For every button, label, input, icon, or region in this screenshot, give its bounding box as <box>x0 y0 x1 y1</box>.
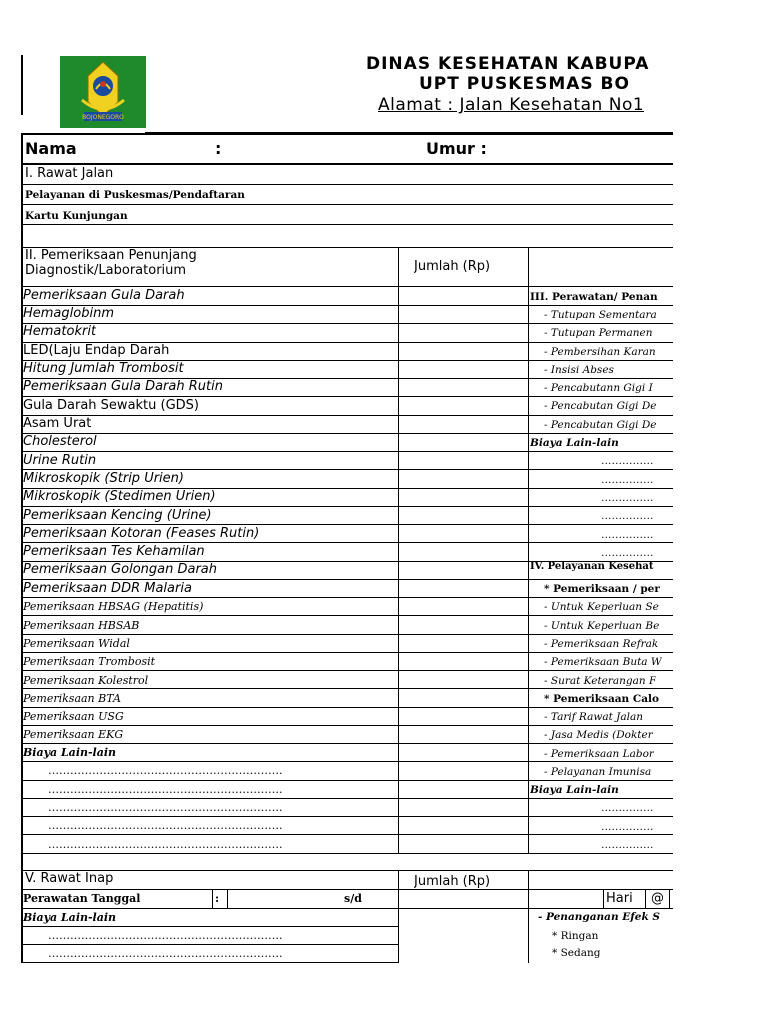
section-5-title: V. Rawat Inap <box>25 871 114 886</box>
amount-header: Jumlah (Rp) <box>414 874 491 889</box>
stay-date-sd: s/d <box>344 892 362 905</box>
blank-line: …………… <box>601 821 654 833</box>
page-left-border <box>21 55 23 115</box>
section-4-title: IV. Pelayanan Kesehat <box>530 561 654 572</box>
row-divider <box>21 488 673 489</box>
age-label: Umur : <box>426 139 487 158</box>
side-effect-item: * Ringan <box>552 930 599 942</box>
row-divider <box>21 652 673 653</box>
row-divider <box>21 360 673 361</box>
row-divider <box>21 853 673 854</box>
row-divider <box>21 163 673 165</box>
lab-item: Pemeriksaan Trombosit <box>23 655 156 668</box>
rate-at-symbol: @ <box>651 891 664 906</box>
row-divider <box>21 378 673 379</box>
row-divider <box>21 224 673 225</box>
logo-text: BOJONEGORO <box>82 114 124 121</box>
blank-line: …………… <box>601 802 654 814</box>
side-effect-item: * Sedang <box>552 947 601 959</box>
lab-item: Cholesterol <box>23 434 97 449</box>
service-item: - Untuk Keperluan Se <box>544 601 659 613</box>
lab-item: LED(Laju Endap Darah <box>23 343 170 358</box>
row-divider <box>21 615 673 616</box>
row-divider <box>21 597 673 598</box>
col-divider <box>645 889 646 909</box>
page-title: DINAS KESEHATAN KABUPA <box>366 54 650 74</box>
service-item: - Pelayanan Imunisa <box>544 766 652 778</box>
row-divider <box>21 204 673 205</box>
row-divider <box>21 725 673 726</box>
lab-item: Gula Darah Sewaktu (GDS) <box>23 398 200 413</box>
blank-line: ………………………………………………………. <box>48 947 283 960</box>
blank-line: …………… <box>601 474 654 486</box>
blank-line: ………………………………………………………. <box>48 801 283 814</box>
other-costs-label: Biaya Lain-lain <box>23 746 117 759</box>
lab-item: Pemeriksaan Kencing (Urine) <box>23 508 212 523</box>
row-divider <box>21 433 673 434</box>
service-item: - Surat Keterangan F <box>544 675 657 687</box>
lab-item: Pemeriksaan Tes Kehamilan <box>23 544 205 559</box>
service-item: - Pemeriksaan Labor <box>544 748 654 760</box>
lab-item: Pemeriksaan Widal <box>23 637 130 650</box>
lab-item: Hemaglobinm <box>23 306 114 321</box>
row-divider <box>21 780 673 781</box>
page-subtitle: UPT PUSKESMAS BO <box>419 74 630 94</box>
section-3-title: III. Perawatan/ Penan <box>530 291 658 303</box>
lab-item: Hematokrit <box>23 324 97 339</box>
row-divider <box>21 834 673 835</box>
row-divider <box>21 688 673 689</box>
blank-line: …………… <box>601 492 654 504</box>
service-item: - Untuk Keperluan Be <box>544 620 660 632</box>
lab-item: Pemeriksaan Golongan Darah <box>23 562 218 577</box>
stay-date-colon: : <box>215 892 220 905</box>
dental-item: - Insisi Abses <box>544 364 614 376</box>
col-divider <box>528 870 529 963</box>
row-divider <box>21 286 673 287</box>
lab-item: Pemeriksaan Gula Darah Rutin <box>23 379 223 394</box>
lab-item: Pemeriksaan Kolestrol <box>23 674 149 687</box>
regency-logo <box>60 56 146 128</box>
dental-item: - Tutupan Sementara <box>544 309 657 321</box>
row-divider <box>21 634 673 635</box>
row-divider <box>21 743 673 744</box>
row-divider <box>21 184 673 185</box>
row-divider <box>21 342 673 343</box>
blank-line: …………… <box>601 510 654 522</box>
row-divider <box>21 889 673 890</box>
amount-header: Jumlah (Rp) <box>414 259 491 274</box>
row-divider <box>21 962 398 963</box>
row-divider <box>21 323 673 324</box>
service-item: - Tarif Rawat Jalan <box>544 711 643 723</box>
other-costs-label: Biaya Lain-lain <box>23 911 117 924</box>
row-divider <box>21 396 673 397</box>
lab-item: Hitung Jumlah Trombosit <box>23 361 184 376</box>
dental-item: - Pencabutann Gigi I <box>544 382 653 394</box>
days-label: Hari <box>606 891 633 906</box>
blank-line: …………… <box>601 455 654 467</box>
other-costs-label: Biaya Lain-lain <box>530 784 619 796</box>
service-item: - Pemeriksaan Refrak <box>544 638 659 650</box>
row-divider <box>21 798 673 799</box>
row-divider <box>21 415 673 416</box>
dental-item: - Pembersihan Karan <box>544 346 656 358</box>
col-divider <box>398 889 399 909</box>
row-divider <box>21 926 398 927</box>
lab-item: Pemeriksaan Kotoran (Feases Rutin) <box>23 526 260 541</box>
blank-line: …………… <box>601 529 654 541</box>
row-divider <box>21 469 673 470</box>
blank-line: …………… <box>601 547 654 559</box>
col-divider <box>212 889 213 909</box>
section-4-sub1: * Pemeriksaan / per <box>544 583 660 595</box>
dental-item: - Pencabutan Gigi De <box>544 419 657 431</box>
lab-item: Pemeriksaan EKG <box>23 728 124 741</box>
row-divider <box>21 542 673 543</box>
name-label: Nama <box>25 139 77 158</box>
other-costs-label: Biaya Lain-lain <box>530 437 619 449</box>
dental-item: - Pencabutan Gigi De <box>544 400 657 412</box>
col-divider <box>398 908 399 963</box>
row-divider <box>21 524 673 525</box>
service-item: - Pemeriksaan Buta W <box>544 656 662 668</box>
name-colon: : <box>215 139 222 158</box>
row-divider <box>21 944 398 945</box>
col-divider <box>398 248 399 854</box>
section-2-title-line1: II. Pemeriksaan Penunjang <box>25 248 197 263</box>
row-divider <box>21 908 673 909</box>
address-line: Alamat : Jalan Kesehatan No1 <box>378 95 645 115</box>
dental-item: - Tutupan Permanen <box>544 327 653 339</box>
blank-line: ………………………………………………………. <box>48 764 283 777</box>
row-divider <box>21 870 673 871</box>
col-divider <box>398 870 399 890</box>
lab-item: Pemeriksaan Gula Darah <box>23 288 185 303</box>
blank-line: ………………………………………………………. <box>48 838 283 851</box>
registration-row: Pelayanan di Puskesmas/Pendaftaran <box>25 189 245 201</box>
row-divider <box>21 579 673 580</box>
side-effect-title: - Penanganan Efek S <box>538 911 660 923</box>
row-divider <box>21 761 673 762</box>
row-divider <box>21 816 673 817</box>
section-1-title: I. Rawat Jalan <box>25 166 114 181</box>
visit-card-row: Kartu Kunjungan <box>25 210 128 222</box>
lab-item: Pemeriksaan HBSAB <box>23 619 140 632</box>
row-divider <box>21 506 673 507</box>
blank-line: ………………………………………………………. <box>48 783 283 796</box>
table-top-border <box>21 133 673 135</box>
row-divider <box>21 670 673 671</box>
blank-line: …………… <box>601 839 654 851</box>
lab-item: Pemeriksaan USG <box>23 710 124 723</box>
col-divider <box>603 889 604 909</box>
lab-item: Urine Rutin <box>23 453 97 468</box>
lab-item: Mikroskopik (Strip Urien) <box>23 471 184 486</box>
col-divider <box>528 248 529 854</box>
lab-item: Pemeriksaan DDR Malaria <box>23 581 192 596</box>
blank-line: ………………………………………………………. <box>48 819 283 832</box>
section-4-sub2: * Pemeriksaan Calo <box>544 693 659 705</box>
col-divider <box>227 889 228 909</box>
row-divider <box>21 707 673 708</box>
blank-line: ………………………………………………………. <box>48 929 283 942</box>
lab-item: Mikroskopik (Stedimen Urien) <box>23 489 216 504</box>
lab-item: Asam Urat <box>23 416 92 431</box>
row-divider <box>21 451 673 452</box>
row-divider <box>21 305 673 306</box>
lab-item: Pemeriksaan HBSAG (Hepatitis) <box>23 600 204 613</box>
col-divider <box>669 889 670 909</box>
lab-item: Pemeriksaan BTA <box>23 692 121 705</box>
stay-date-label: Perawatan Tanggal <box>23 892 141 905</box>
section-2-title-line2: Diagnostik/Laboratorium <box>25 263 187 278</box>
service-item: - Jasa Medis (Dokter <box>544 729 653 741</box>
